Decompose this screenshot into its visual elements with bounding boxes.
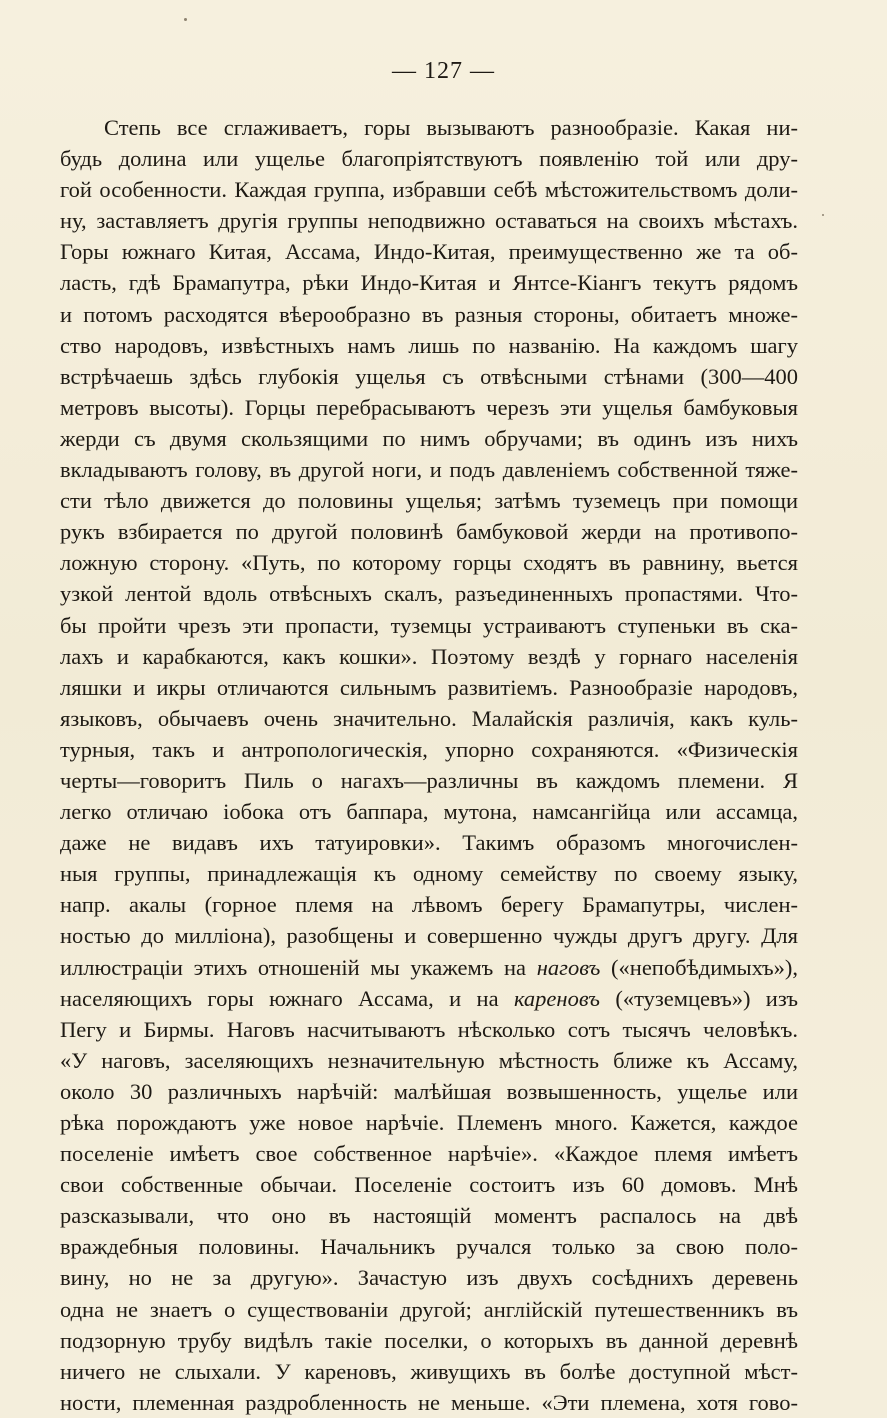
text-line: легко отличаю іобока отъ баппара, мутона, намсангійца или ассамца, xyxy=(60,799,798,825)
text-line: подзорную трубу видѣлъ такіе поселки, о которыхъ въ данной деревнѣ xyxy=(60,1327,798,1353)
text-run: населяющихъ горы южнаго Ассама, и на xyxy=(60,985,514,1011)
text-line: и потомъ расходятся вѣерообразно въ разныя стороны, обитаетъ множе- xyxy=(60,301,798,327)
text-line: свои собственные обычаи. Поселеніе состоитъ изъ 60 домовъ. Мнѣ xyxy=(60,1172,798,1198)
text-line: рукъ взбирается по другой половинѣ бамбуковой жерди на противопо- xyxy=(60,519,798,545)
text-line: ностью до милліона), разобщены и совершенно чужды другъ другу. Для xyxy=(60,923,798,949)
text-line: напр. акалы (горное племя на лѣвомъ берегу Брамапутры, числен- xyxy=(60,892,798,918)
text-line: Горы южнаго Китая, Ассама, Индо-Китая, преимущественно же та об- xyxy=(60,239,798,265)
page-number: — 127 — xyxy=(392,58,495,84)
text-line: гой особенности. Каждая группа, избравши себѣ мѣстожительствомъ доли- xyxy=(60,177,798,203)
text-line: ности, племенная раздробленность не меньше. «Эти племена, хотя гово- xyxy=(60,1389,798,1415)
text-line: черты—говоритъ Пиль о нагахъ—различны въ каждомъ племени. Я xyxy=(60,767,798,793)
text-line: будь долина или ущелье благопріятствуютъ появленію той или дру- xyxy=(60,146,798,172)
text-line: встрѣчаешь здѣсь глубокія ущелья съ отвѣсными стѣнами (300—400 xyxy=(60,363,798,389)
text-line: рѣка порождаютъ уже новое нарѣчіе. Племенъ много. Кажется, каждое xyxy=(60,1110,798,1135)
text-line: ложную сторону. «Путь, по которому горцы сходятъ въ равнину, вьется xyxy=(60,550,798,576)
text-line: поселеніе имѣетъ свое собственное нарѣчіе». «Каждое племя имѣетъ xyxy=(60,1141,798,1167)
paper-speck xyxy=(822,214,824,216)
text-line: ство народовъ, извѣстныхъ намъ лишь по названію. На каждомъ шагу xyxy=(60,332,798,358)
text-line: ну, заставляетъ другія группы неподвижно оставаться на своихъ мѣстахъ. xyxy=(60,208,798,234)
text-line xyxy=(60,952,798,983)
text-line: лахъ и карабкаются, какъ кошки». Поэтому вездѣ у горнаго населенія xyxy=(60,643,798,669)
text-line: сти тѣло движется до половины ущелья; затѣмъ туземецъ при помощи xyxy=(60,488,798,514)
text-line: Степь все сглаживаетъ, горы вызываютъ разнообразіе. Какая ни- xyxy=(104,115,798,140)
body-text xyxy=(60,112,798,1418)
text-line: ничего не слыхали. У кареновъ, живущихъ въ болѣе доступной мѣст- xyxy=(60,1358,798,1384)
text-run: («непобѣдимыхъ»), xyxy=(600,954,798,980)
text-line: жерди съ двумя скользящими по нимъ обручами; въ одинъ изъ нихъ xyxy=(60,425,798,451)
text-line: языковъ, обычаевъ очень значительно. Малайскія различія, какъ куль- xyxy=(60,705,798,731)
text-line: даже не видавъ ихъ татуировки». Такимъ образомъ многочислен- xyxy=(60,830,798,856)
text-run: («туземцевъ») изъ xyxy=(599,985,798,1011)
text-line: турныя, такъ и антропологическія, упорно сохраняются. «Физическія xyxy=(60,736,798,762)
paper-speck xyxy=(184,18,187,21)
text-line: одна не знаетъ о существованіи другой; англійскій путешественникъ въ xyxy=(60,1296,798,1322)
text-line: враждебныя половины. Начальникъ ручался только за свою поло- xyxy=(60,1234,798,1260)
text-line xyxy=(60,983,798,1014)
italic-term-kareny: кареновъ xyxy=(513,985,600,1011)
text-line: «У наговъ, заселяющихъ незначительную мѣстность ближе къ Ассаму, xyxy=(60,1047,798,1073)
italic-term-nagi: наговъ xyxy=(536,954,601,980)
text-line: Пегу и Бирмы. Наговъ насчитываютъ нѣсколько сотъ тысячъ человѣкъ. xyxy=(60,1016,798,1042)
text-line: вкладываютъ голову, въ другой ноги, и подъ давленіемъ собственной тяже- xyxy=(60,457,798,483)
text-line: ласть, гдѣ Брамапутра, рѣки Индо-Китая и Янтсе-Кіангъ текутъ рядомъ xyxy=(60,270,798,296)
text-line: бы пройти чрезъ эти пропасти, туземцы устраиваютъ ступеньки въ ска- xyxy=(60,612,798,638)
text-line: вину, но не за другую». Зачастую изъ двухъ сосѣднихъ деревень xyxy=(60,1265,798,1291)
text-line: разсказывали, что оно въ настоящій моментъ распалось на двѣ xyxy=(60,1203,798,1229)
text-run: иллюстраціи этихъ отношеній мы укажемъ на xyxy=(60,954,537,980)
text-line: ляшки и икры отличаются сильнымъ развитіемъ. Разнообразіе народовъ, xyxy=(60,674,798,700)
text-line: около 30 различныхъ нарѣчій: малѣйшая возвышенность, ущелье или xyxy=(60,1078,798,1104)
text-line: ныя группы, принадлежащія къ одному семейству по своему языку, xyxy=(60,861,798,887)
text-line: узкой лентой вдоль отвѣсныхъ скалъ, разъединенныхъ пропастями. Что- xyxy=(60,581,798,607)
text-line: метровъ высоты). Горцы перебрасываютъ черезъ эти ущелья бамбуковыя xyxy=(60,394,798,420)
